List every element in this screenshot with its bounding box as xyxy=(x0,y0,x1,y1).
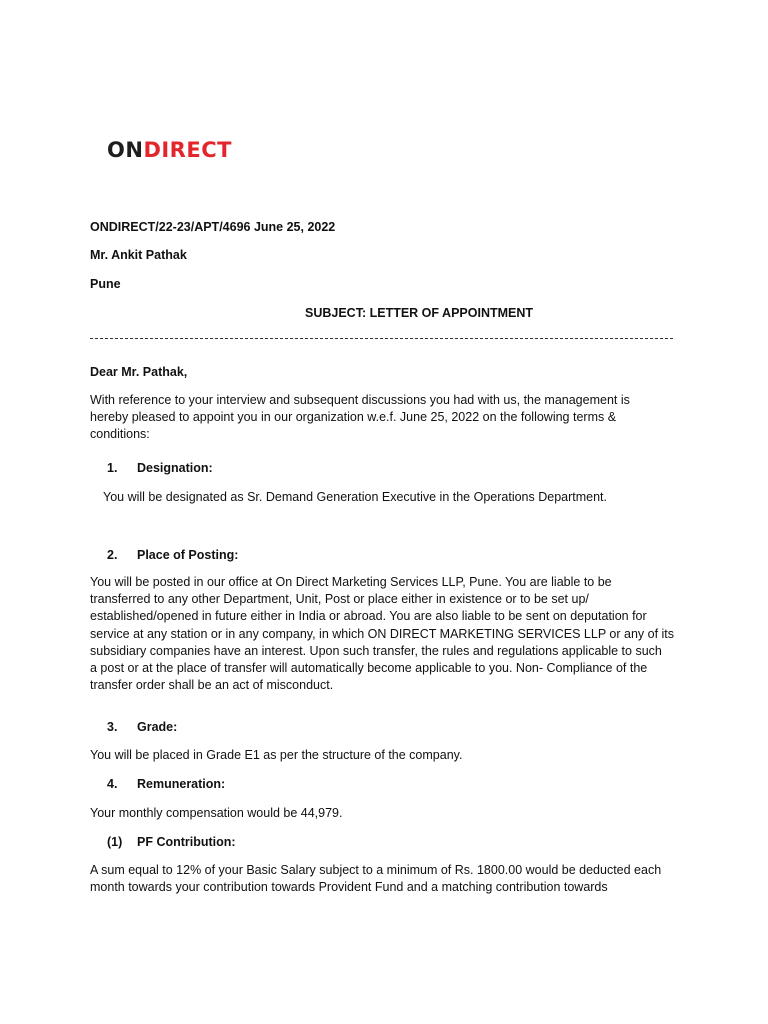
grade-text: You will be placed in Grade E1 as per the structure of the company. xyxy=(90,748,463,762)
logo-part-on: ON xyxy=(107,138,144,162)
section-title: PF Contribution: xyxy=(137,835,236,849)
salutation: Dear Mr. Pathak, xyxy=(90,365,188,379)
posting-line: transfer order shall be an act of misconduct. xyxy=(90,678,334,693)
pf-line: month towards your contribution towards Provident Fund and a matching contribution towards xyxy=(90,880,608,895)
intro-line: conditions: xyxy=(90,427,150,442)
section-title: Remuneration: xyxy=(137,777,226,791)
section-number: 3. xyxy=(107,720,118,734)
pf-paragraph xyxy=(90,862,680,896)
logo-part-direct: DIRECT xyxy=(143,138,232,162)
section-heading-posting xyxy=(107,547,238,563)
section-number: 1. xyxy=(107,461,118,475)
intro-line: With reference to your interview and subsequent discussions you had with us, the management is xyxy=(90,393,630,407)
posting-line: a post or at the place of transfer will automatically become applicable to you. Non- Compliance of the xyxy=(90,661,648,676)
recipient-city: Pune xyxy=(90,277,121,291)
company-logo xyxy=(107,138,232,162)
reference-line: ONDIRECT/22-23/APT/4696 June 25, 2022 xyxy=(90,220,336,234)
remuneration-text: Your monthly compensation would be 44,979. xyxy=(90,806,343,820)
section-title: Place of Posting: xyxy=(137,548,239,562)
posting-line: service at any station or in any company, in which ON DIRECT MARKETING SERVICES LLP or any of its xyxy=(90,626,675,641)
section-title: Grade: xyxy=(137,720,178,734)
intro-line: hereby pleased to appoint you in our organization w.e.f. June 25, 2022 on the following terms & xyxy=(90,410,617,425)
section-number: (1) xyxy=(107,835,123,849)
posting-line: You will be posted in our office at On Direct Marketing Services LLP, Pune. You are liable to be xyxy=(90,575,612,589)
pf-line: A sum equal to 12% of your Basic Salary subject to a minimum of Rs. 1800.00 would be deducted each xyxy=(90,863,662,877)
section-heading-grade xyxy=(107,719,177,735)
recipient-name: Mr. Ankit Pathak xyxy=(90,248,187,262)
section-heading-remuneration xyxy=(107,776,225,792)
posting-line: transferred to any other Department, Unit, Post or place either in existence or to be set up/ xyxy=(90,592,589,607)
posting-line: established/opened in future either in India or abroad. You are also liable to be sent on deputation for xyxy=(90,609,647,624)
section-title: Designation: xyxy=(137,461,213,475)
section-number: 4. xyxy=(107,777,118,791)
section-heading-pf xyxy=(107,834,236,850)
dashed-divider xyxy=(90,338,673,339)
intro-paragraph xyxy=(90,392,680,444)
posting-paragraph xyxy=(90,574,680,694)
section-number: 2. xyxy=(107,548,118,562)
subject-line: SUBJECT: LETTER OF APPOINTMENT xyxy=(305,306,534,320)
section-heading-designation xyxy=(107,460,213,476)
posting-line: subsidiary companies have an interest. Upon such transfer, the rules and regulations applicable to such xyxy=(90,643,662,658)
designation-text: You will be designated as Sr. Demand Generation Executive in the Operations Department. xyxy=(103,490,607,504)
